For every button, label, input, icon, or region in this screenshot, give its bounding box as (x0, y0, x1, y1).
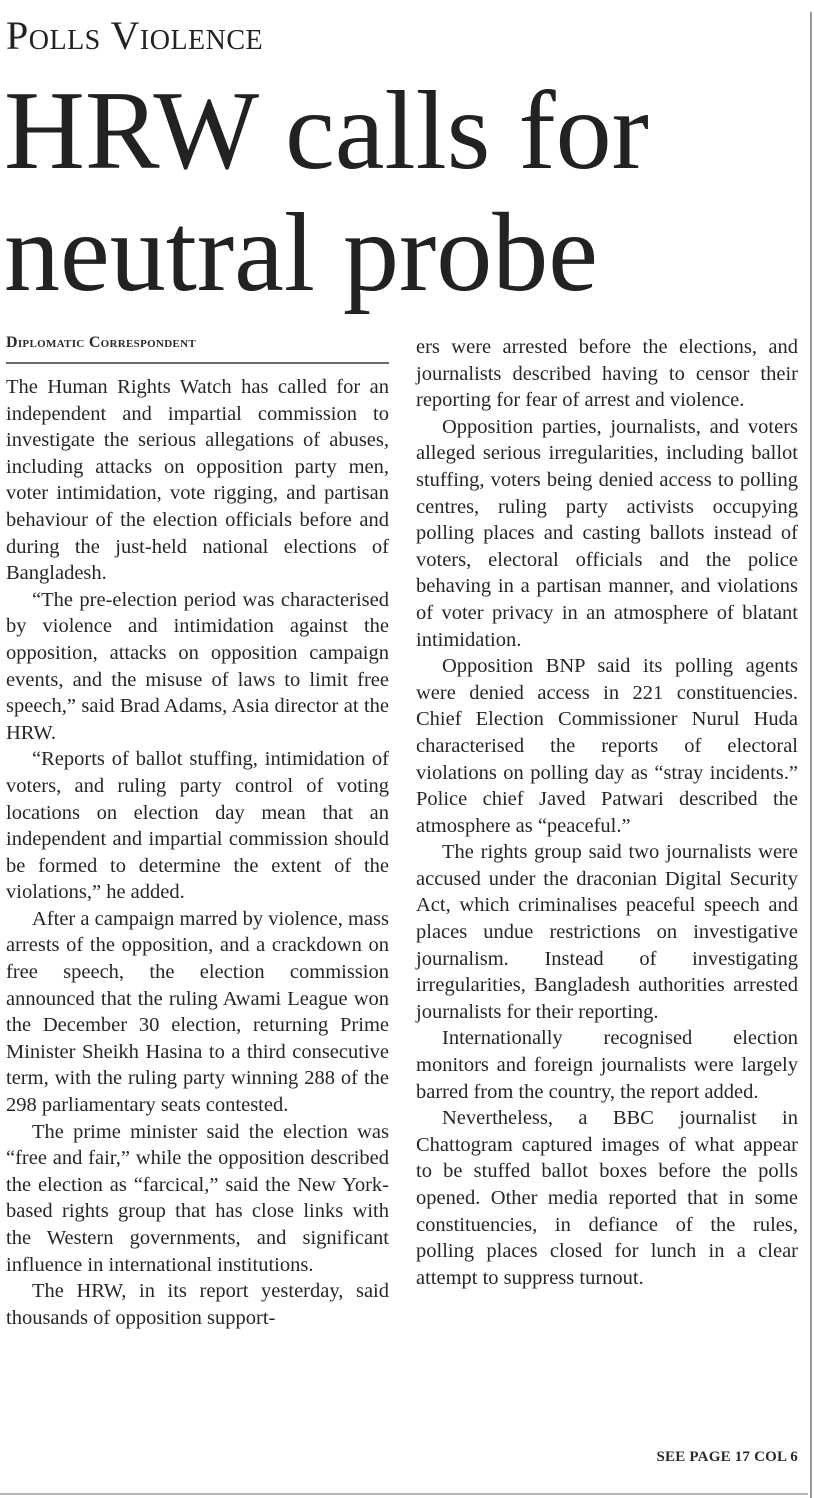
headline (4, 70, 804, 314)
article-column-left (6, 374, 389, 1331)
paragraph: The rights group said two journalists were accused under the draconian Digital Security Act, which criminalises peaceful speech and places undue restrictions on investigative journalism. Instead of investigating irregularities, Bangladesh authorities arrested journalists for their reporting. (416, 841, 798, 1023)
paragraph: Internationally recognised election monitors and foreign journalists were largely barred from the country, the report added. (416, 1027, 798, 1103)
paragraph: The prime minister said the election was “free and fair,” while the opposition described the election as “farcical,” said the New York-based rights group that has close links with the Western governments, and significant influence in international institutions. (6, 1120, 389, 1276)
headline-line-1: HRW calls for (4, 69, 649, 193)
article-column-right (416, 334, 798, 1291)
paragraph: Opposition parties, journalists, and voters alleged serious irregularities, including ballot stuffing, voters being denied access to polling centres, ruling party activists occupying polling places and casting ballots instead of voters, electoral officials and the police behaving in a partisan manner, and violations of voter privacy in an atmosphere of blatant intimidation. (416, 415, 798, 651)
paragraph: After a campaign marred by violence, mass arrests of the opposition, and a crackdown on free speech, the election commission announced that the ruling Awami League won the December 30 election, returning Prime Minister Sheikh Hasina to a third consecutive term, with the ruling party winning 288 of the 298 parliamentary seats contested. (6, 907, 389, 1117)
paragraph: The HRW, in its report yesterday, said thousands of opposition support- (6, 1280, 389, 1329)
paragraph: The Human Rights Watch has called for an independent and impartial commission to investigate the serious allegations of abuses, including attacks on opposition party men, voter intimidation, vote rigging, and partisan behaviour of the election officials before and during the just-held national elections of Bangladesh. (6, 376, 389, 585)
paragraph: Opposition BNP said its polling agents were denied access in 221 constituencies. Chief Election Commissioner Nurul Huda characterised the reports of electoral violations on polling day as “stray incidents.” Police chief Javed Patwari described the atmosphere as “peaceful.” (416, 655, 798, 837)
column-divider-rule (810, 12, 812, 1498)
byline: Diplomatic Correspondent (6, 334, 196, 351)
paragraph: “Reports of ballot stuffing, intimidation of voters, and ruling party control of voting locations on election day mean that an independent and impartial commission should be formed to determine the extent of the violations,” he added. (6, 748, 389, 904)
paragraph: “The pre-election period was characterised by violence and intimidation against the opposition, attacks on opposition campaign events, and the misuse of laws to limit free speech,” said Brad Adams, Asia director at the HRW. (6, 588, 389, 744)
byline-rule (6, 362, 389, 364)
kicker: Polls Violence (6, 13, 264, 58)
continuation-jump-line: SEE PAGE 17 COL 6 (656, 1449, 798, 1465)
paragraph: ers were arrested before the elections, and journalists described having to censor their reporting for fear of arrest and violence. (416, 336, 798, 412)
bottom-rule (0, 1493, 808, 1495)
headline-line-2: neutral probe (4, 191, 598, 315)
paragraph: Nevertheless, a BBC journalist in Chattogram captured images of what appear to be stuffed ballot boxes before the polls opened. Other media reported that in some constituencies, in defiance of the rules, polling places closed for lunch in a clear attempt to suppress turnout. (416, 1107, 798, 1289)
